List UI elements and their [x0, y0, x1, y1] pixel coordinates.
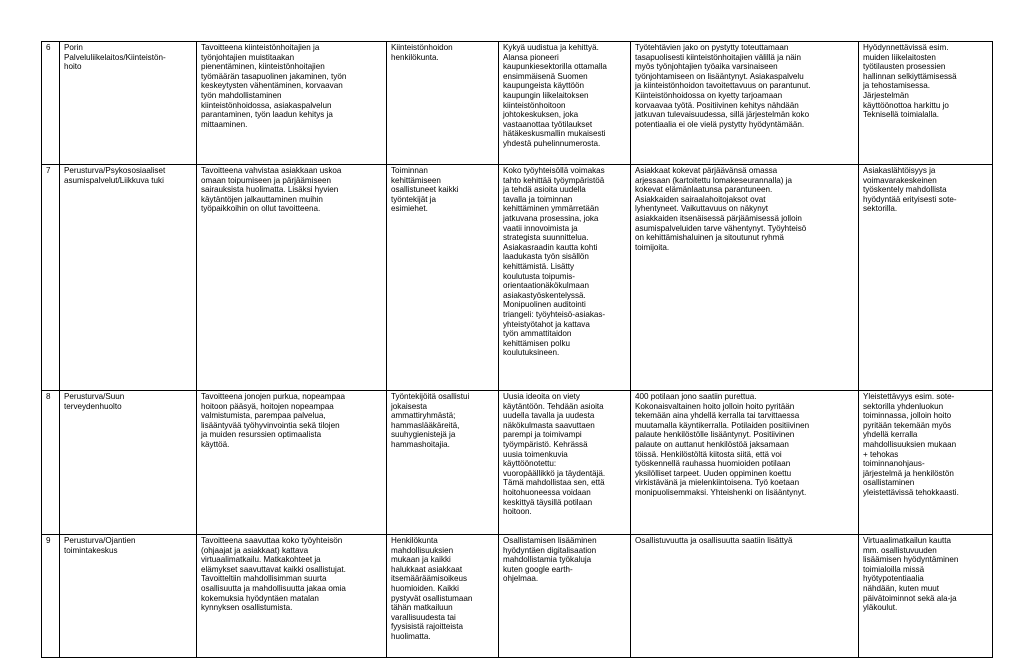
process-cell: Uusia ideoita on viety käytäntöön. Tehdään asioita uudella tavalla ja uudesta näkökulmasta saavuttaen parempi ja toimivampi työympäristö. Kehrässä uusia toimenkuvia käyttöönotettu: vuoropäällikkö ja täydentäjä. Tämä mahdollistaa sen, että hoitohuoneessa voidaan keskittyä täysillä potilaan hoitoon. [499, 391, 631, 535]
goal-cell: Tavoitteena jonojen purkua, nopeampaa hoitoon pääsyä, hoitojen nopeampaa valmistumista, parempaa palvelua, lisääntyvää työhyvinvointia sekä tilojen ja muiden resurssien optimaalista käyttöä. [197, 391, 387, 535]
participants-cell: Henkilökunta mahdollisuuksien mukaan ja kaikki halukkaat asiakkaat itsemääräämisoikeus huomioiden. Kaikki pystyvät osallistumaan tähän matkailuun varallisuudesta tai fyysisistä rajoitteista huolimatta. [387, 535, 499, 658]
table-row [42, 391, 993, 535]
results-cell: Osallistuvuutta ja osallisuutta saatiin lisättyä [631, 535, 859, 658]
unit-cell: Perusturva/Psykososiaaliset asumispalvelut/Liikkuva tuki [60, 165, 197, 391]
results-cell: Asiakkaat kokevat pärjäävänsä omassa arjessaan (kartoitettu lomakeseurannalla) ja kokevat elämänlaatunsa parantuneen. Asiakkaiden sairaalahoitojaksot ovat lyhentyneet. Vaikuttavuus on näkynyt asiakkaiden itsenäisessä pärjäämisessä jolloin asumispalveluiden tarve vähentynyt. Työyhteisö on kehittämishaluinen ja sitoutunut ryhmä toimijoita. [631, 165, 859, 391]
utilization-cell: Yleistettävyys esim. sote- sektorilla yhdenluokun toiminnassa, jolloin hoito pyritään tekemään myös yhdellä kerralla mahdollisuuksien mukaan + tehokas toiminnanohjaus- järjestelmä ja henkilöstön osallistaminen yleistettävissä tehokkaasti. [859, 391, 993, 535]
table-row [42, 165, 993, 391]
participants-cell: Kiinteistönhoidon henkilökunta. [387, 42, 499, 165]
row-number: 7 [42, 165, 60, 391]
process-cell: Osallistamisen lisääminen hyödyntäen digitalisaation mahdollistamia työkaluja kuten google earth- ohjelmaa. [499, 535, 631, 658]
goal-cell: Tavoitteena vahvistaa asiakkaan uskoa omaan toipumiseen ja pärjäämiseen sairauksista huolimatta. Lisäksi hyvien käytäntöjen jalkauttaminen muihin työpaikkoihin on ollut tavoitteena. [197, 165, 387, 391]
process-cell: Kykyä uudistua ja kehittyä. Alansa pioneeri kaupunkiesektorilla ottamalla ensimmäisenä Suomen kaupungeista käyttöön kaupungin liikelaitoksen kiinteistönhoitoon johtokeskuksen, joka vastaanottaa työtilaukset hätäkeskusmallin mukaisesti yhdestä puhelinnumerosta. [499, 42, 631, 165]
utilization-cell: Hyödynnettävissä esim. muiden liikelaitosten työtilausten prosessien hallinnan selkiyttämisessä ja tehostamisessa. Järjestelmän käyttöönottoa harkittu jo Teknisellä toimialalla. [859, 42, 993, 165]
row-number: 6 [42, 42, 60, 165]
utilization-cell: Asiakaslähtöisyys ja voimavarakeskeinen työskentely mahdollista hyödyntää erityisesti sote- sektorilla. [859, 165, 993, 391]
practices-table [41, 41, 993, 658]
participants-cell: Työntekijöitä osallistui jokaisesta ammattiryhmästä; hammaslääkäreitä, suuhygienistejä ja hammashoitajia. [387, 391, 499, 535]
table-row [42, 42, 993, 165]
unit-cell: Porin Palveluliikelaitos/Kiinteistön- hoito [60, 42, 197, 165]
row-number: 8 [42, 391, 60, 535]
row-number: 9 [42, 535, 60, 658]
unit-cell: Perusturva/Ojantien toimintakeskus [60, 535, 197, 658]
participants-cell: Toiminnan kehittämiseen osallistuneet kaikki työntekijät ja esimiehet. [387, 165, 499, 391]
goal-cell: Tavoitteena kiinteistönhoitajien ja työnjohtajien muistitaakan pienentäminen, kiinteistönhoitajien työmäärän tasapuolinen jakaminen, työn keskeytysten vähentäminen, korvaavan työn mahdollistaminen kiinteistönhoidossa, asiakaspalvelun parantaminen, työn laadun kehitys ja mittaaminen. [197, 42, 387, 165]
utilization-cell: Virtuaalimatkailun kautta mm. osallistuvuuden lisäämisen hyödyntäminen toimialoilla missä hyötypotentiaalia nähdään, kuten muut päivätoiminnot sekä ala-ja yläkoulut. [859, 535, 993, 658]
table-row [42, 535, 993, 658]
goal-cell: Tavoitteena saavuttaa koko työyhteisön (ohjaajat ja asiakkaat) kattava virtuaalimatkailu. Matkakohteet ja elämykset saavuttavat kaikki osallistujat. Tavoitteltiin mahdollisimman suurta osallisuutta ja mahdollisuutta jakaa omia kokemuksia hyödyntäen matalan kynnyksen osallistumista. [197, 535, 387, 658]
results-cell: 400 potilaan jono saatiin purettua. Kokonaisvaltainen hoito jolloin hoito pyritään tekemään aina yhdellä kerralla tai tarvittaessa muutamalla käyntikerralla. Potilaiden positiivinen palaute henkilöstölle lisääntynyt. Positiivinen palaute on auttanut henkilöstöä jaksamaan töissä. Henkilöstöltä kiitosta siitä, että voi työskennellä rauhassa huomioiden potilaan yksilölliset tarpeet. Uuden oppiminen koettu virkistävänä ja mielenkiintoisena. Työ koetaan monipuolisemmaksi. Yhteishenki on lisääntynyt. [631, 391, 859, 535]
process-cell: Koko työyhteisöllä voimakas tahto kehittää työympäristöä ja tehdä asioita uudella tavalla ja toiminnan kehittäminen ymmärretään jatkuvana prosessina, joka vaatii innovoimista ja strategista suunnittelua. Asiakasraadin kautta kohti laadukasta työn sisällön kehittämistä. Lisätty koulutusta toipumis- orientaationäkökulmaan asiakastyöskentelyssä. Monipuolinen auditointi triangeli: työyhteisö-asiakas- yhteistyötahot ja kattava työn ammattitaidon kehittämisen polku koulutuksineen. [499, 165, 631, 391]
unit-cell: Perusturva/Suun terveydenhuolto [60, 391, 197, 535]
results-cell: Työtehtävien jako on pystytty toteuttamaan tasapuolisesti kiinteistönhoitajien välillä ja näin myös työnjohtajien työaika varsinaiseen työnjohtamiseen on lisääntynyt. Asiakaspalvelu ja kiinteistönhoidon tavoitettavuus on parantunut. Kiinteistönhoidossa on kyetty tarjoamaan korvaavaa työtä. Positiivinen kehitys nähdään jatkuvan tulevaisuudessa, sillä järjestelmän koko potentiaalia ei ole vielä pystytty hyödyntämään. [631, 42, 859, 165]
